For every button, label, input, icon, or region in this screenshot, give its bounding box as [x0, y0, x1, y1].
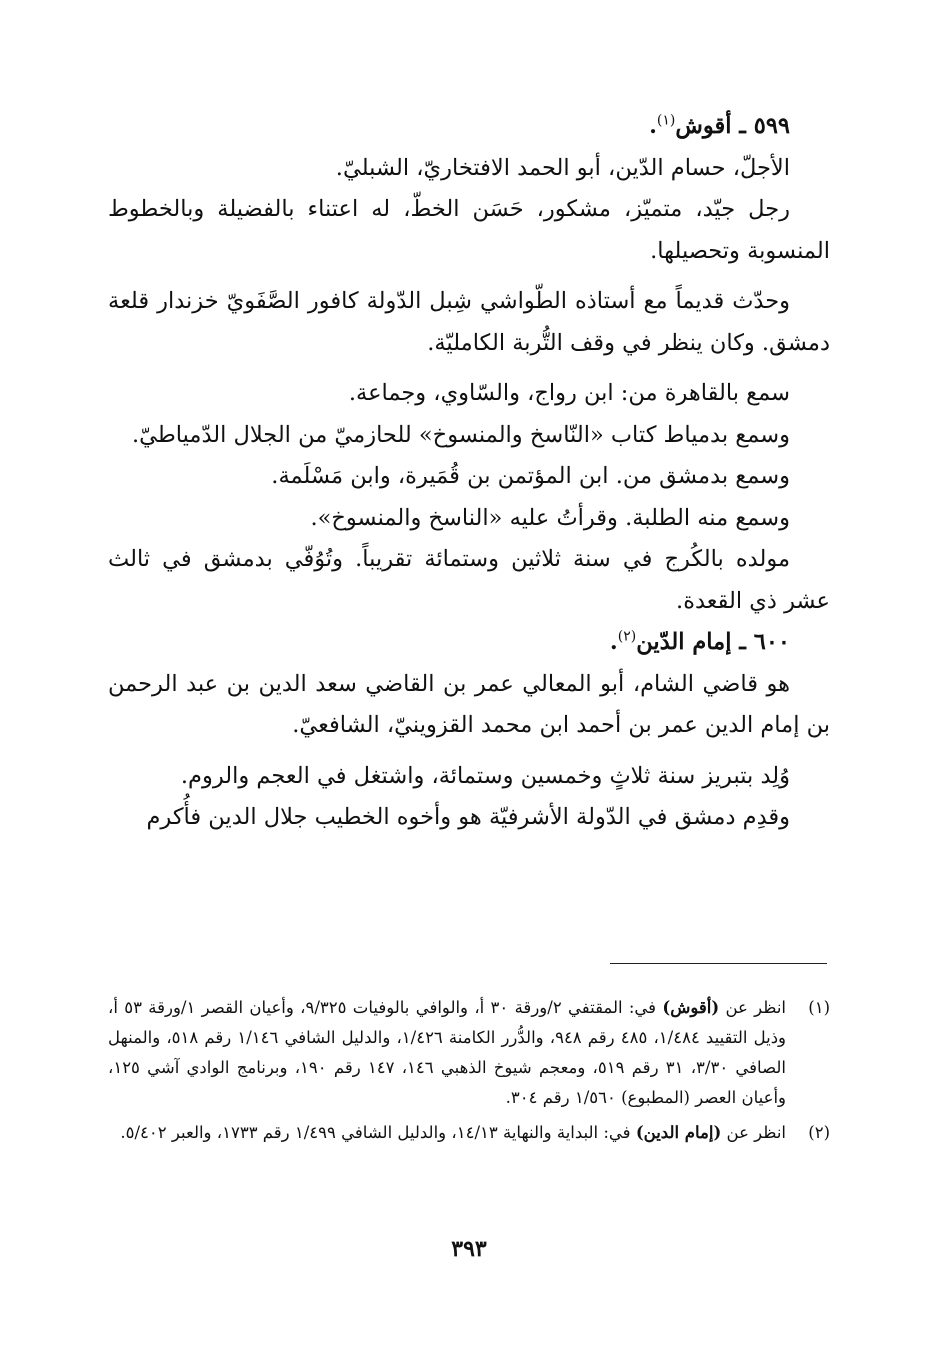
footnote-text — [108, 1118, 786, 1148]
entry-600-paragraph: وُلِد بتبريز سنة ثلاثٍ وخمسين وستمائة، واشتغل في العجم والروم. — [180, 762, 790, 789]
footnote-subject: (إمام الدين) — [635, 1123, 722, 1142]
entry-599-title: ٥٩٩ ـ أقوش — [675, 113, 790, 139]
page-number: ٣٩٣ — [451, 1236, 487, 1262]
footnote-lead: انظر عن — [725, 998, 786, 1017]
entry-599-paragraph: الأجلّ، حسام الدّين، أبو الحمد الافتخاريّ، الشبليّ. — [335, 154, 790, 181]
footnote-subject: (أقوش) — [662, 998, 720, 1017]
entry-599-paragraph: مولده بالكُرج في سنة ثلاثين وستمائة تقريباً. وتُوُفّي بدمشق في ثالث عشر ذي القعدة. — [108, 546, 830, 614]
footnote-ref-2: (٢) — [617, 628, 637, 645]
footnote-number: (٢) — [808, 1123, 830, 1142]
entry-600-title: ٦٠٠ ـ إمام الدّين — [636, 629, 790, 655]
footnote-ref-1: (١) — [656, 112, 676, 129]
footnote-separator — [610, 963, 827, 964]
entry-599-paragraph: وسمع بدمياط كتاب «النّاسخ والمنسوخ» للحازميّ من الجلال الدّمياطيّ. — [131, 421, 790, 448]
footnote-lead: انظر عن — [726, 1123, 786, 1142]
entry-600-paragraph: وقدِم دمشق في الدّولة الأشرفيّة هو وأخوه الخطيب جلال الدين فأُكرم — [146, 804, 790, 830]
entry-599-paragraph: رجل جيّد، متميّز، مشكور، حَسَن الخطّ، له اعتناء بالفضيلة وبالخطوط المنسوبة وتحصيلها. — [108, 196, 830, 264]
entry-599-paragraph: وسمع منه الطلبة. وقرأتُ عليه «الناسخ والمنسوخ». — [310, 504, 790, 531]
main-text-body — [108, 106, 830, 839]
footnote-2 — [108, 1118, 830, 1148]
heading-period: . — [609, 629, 618, 655]
entry-599-paragraph: وسمع بدمشق من. ابن المؤتمن بن قُمَيرة، وابن مَسْلَمة. — [271, 463, 790, 489]
entry-600-heading — [108, 622, 830, 664]
footnotes-section — [108, 993, 830, 1153]
entry-600-paragraph: هو قاضي الشام، أبو المعالي عمر بن القاضي سعد الدين بن عبد الرحمن بن إمام الدين عمر بن أحمد ابن محمد القزوينيّ، الشافعيّ. — [108, 670, 830, 738]
footnote-1 — [108, 993, 830, 1113]
footnote-number: (١) — [808, 998, 830, 1017]
footnote-sources: في: المقتفي ٢/ورقة ٣٠ أ، والوافي بالوفيات ٩/٣٢٥، وأعيان القصر ١/ورقة ٥٣ أ، وذيل التقييد ١/٤٨٤، ٤٨٥ رقم ٩٤٨، والدُّرر الكامنة ١/٤٢٦، والدليل الشافي ١/١٤٦ رقم ٥١٨، والمنهل الصافي ٣/٣٠، ٣١ رقم ٥١٩، ومعجم شيوخ الذهبي ١٤٦، ١٤٧ رقم ١٩٠، وبرنامج الوادي آشي ١٢٥، وأعيان العصر (المطبوع) ١/٥٦٠ رقم ٣٠٤. — [108, 998, 787, 1107]
footnote-text — [108, 993, 786, 1113]
entry-599-paragraph: وحدّث قديماً مع أستاذه الطّواشي شِبل الدّولة كافور الصَّفَويّ خزندار قلعة دمشق. وكان ينظر في وقف التُّربة الكامليّة. — [108, 288, 830, 356]
footnote-sources: في: البداية والنهاية ١٤/١٣، والدليل الشافي ١/٤٩٩ رقم ١٧٣٣، والعبر ٥/٤٠٢. — [120, 1123, 631, 1142]
heading-period: . — [649, 113, 657, 139]
entry-599-paragraph: سمع بالقاهرة من: ابن رواج، والسّاوي، وجماعة. — [348, 380, 790, 406]
entry-599-heading — [108, 106, 830, 148]
